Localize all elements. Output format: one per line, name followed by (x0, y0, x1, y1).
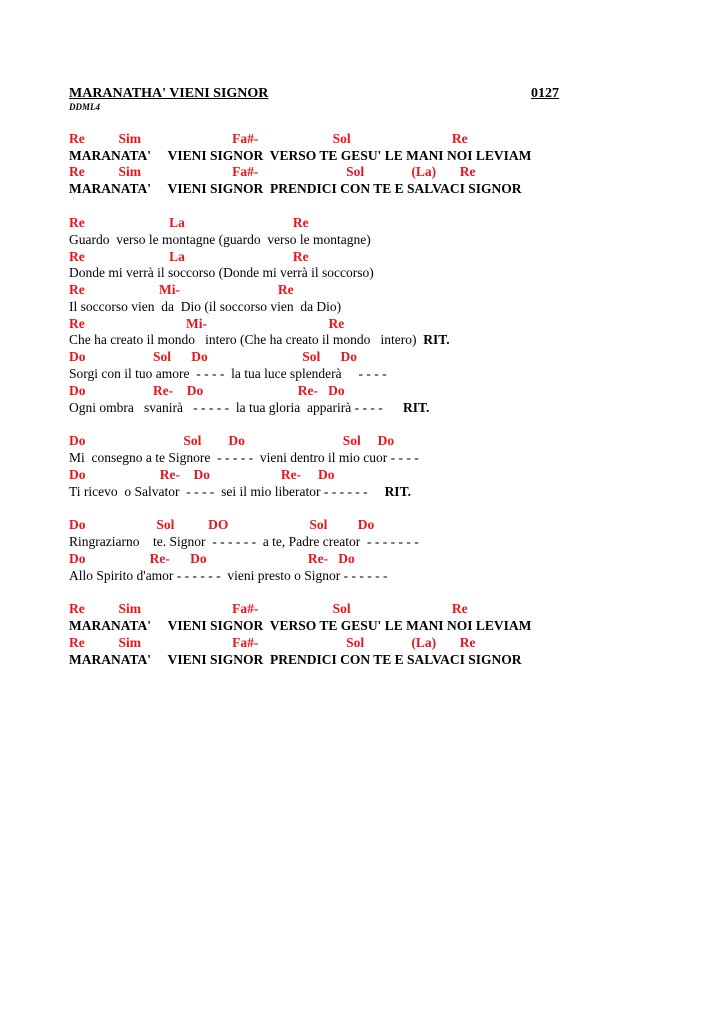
chord-line: Do Sol Do Sol Do (69, 433, 395, 448)
lyric-line: Mi consegno a te Signore - - - - - vieni dentro il mio cuor - - - - (69, 450, 419, 465)
chord-line: Re La Re (69, 215, 309, 230)
chord-line: Re Sim Fa#- Sol Re (69, 601, 468, 616)
song-code: DDML4 (69, 102, 100, 112)
lyric-line (69, 400, 429, 416)
lyric-text: Ti ricevo o Salvator - - - - sei il mio liberator - - - - - - (69, 484, 368, 499)
lyric-line: MARANATA' VIENI SIGNOR PRENDICI CON TE E SALVACI SIGNOR (69, 181, 522, 196)
lyric-line (69, 332, 450, 348)
lyric-line: Ringraziarno te. Signor - - - - - - a te, Padre creator - - - - - - - (69, 534, 419, 549)
refrain-marker: RIT. (403, 400, 430, 415)
chord-line: Do Re- Do Re- Do (69, 383, 345, 398)
lyric-text: Che ha creato il mondo intero (Che ha creato il mondo intero) (69, 332, 417, 347)
lyric-line: Il soccorso vien da Dio (il soccorso vien da Dio) (69, 299, 342, 314)
chord-line: Do Sol Do Sol Do (69, 349, 358, 364)
lyric-line: Guardo verso le montagne (guardo verso le montagne) (69, 232, 371, 247)
refrain-marker: RIT. (423, 332, 450, 347)
chord-line: Re Sim Fa#- Sol (La) Re (69, 635, 476, 650)
chord-line: Re Mi- Re (69, 282, 294, 297)
lyric-line: Sorgi con il tuo amore - - - - la tua luce splenderà - - - - (69, 366, 387, 381)
chord-line: Re Sim Fa#- Sol (La) Re (69, 164, 476, 179)
chord-line: Re Sim Fa#- Sol Re (69, 131, 468, 146)
chord-line: Re Mi- Re (69, 316, 345, 331)
lyric-text: Ogni ombra svanirà - - - - - la tua gloria apparirà - - - - (69, 400, 383, 415)
song-number: 0127 (531, 86, 559, 101)
lyric-line: MARANATA' VIENI SIGNOR VERSO TE GESU' LE MANI NOI LEVIAM (69, 618, 532, 633)
chord-line: Do Re- Do Re- Do (69, 551, 355, 566)
chord-line: Re La Re (69, 249, 309, 264)
chord-line: Do Sol DO Sol Do (69, 517, 375, 532)
lyric-line: Allo Spirito d'amor - - - - - - vieni presto o Signor - - - - - - (69, 568, 388, 583)
lyric-line: Donde mi verrà il soccorso (Donde mi verrà il soccorso) (69, 265, 374, 280)
lyric-line: MARANATA' VIENI SIGNOR VERSO TE GESU' LE MANI NOI LEVIAM (69, 148, 532, 163)
lyric-line: MARANATA' VIENI SIGNOR PRENDICI CON TE E SALVACI SIGNOR (69, 652, 522, 667)
song-title: MARANATHA' VIENI SIGNOR (69, 86, 269, 101)
refrain-marker: RIT. (384, 484, 411, 499)
lyric-line (69, 484, 411, 500)
chord-line: Do Re- Do Re- Do (69, 467, 335, 482)
